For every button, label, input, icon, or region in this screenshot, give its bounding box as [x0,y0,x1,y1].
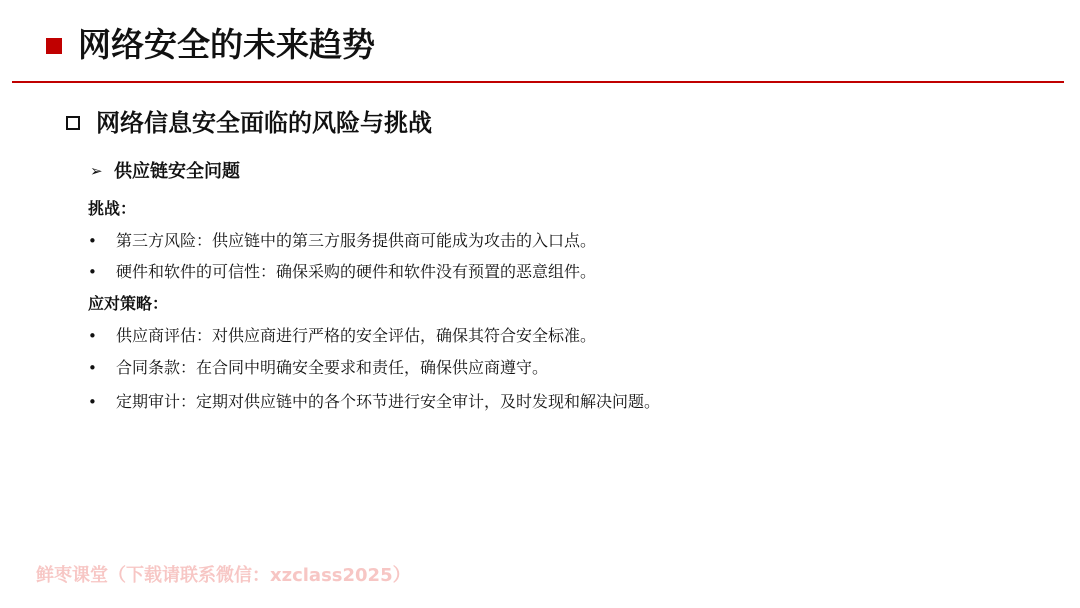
topic-heading: 供应链安全问题 [114,161,240,182]
section-heading: 网络信息安全面临的风险与挑战 [96,109,432,137]
title-divider [12,81,1064,83]
strategy-item-text: 合同条款：在合同中明确安全要求和责任，确保供应商遵守。 [116,358,549,377]
strategy-item-text: 供应商评估：对供应商进行严格的安全评估，确保其符合安全标准。 [116,326,597,345]
bullet-dot-icon: • [88,232,97,250]
strategies-label: 应对策略： [88,294,169,313]
bullet-dot-icon: • [88,263,97,281]
bullet-dot-icon: • [88,359,97,377]
strategy-item-text: 定期审计：定期对供应链中的各个环节进行安全审计，及时发现和解决问题。 [116,392,661,411]
bullet-dot-icon: • [88,393,97,411]
slide-title: 网络安全的未来趋势 [78,25,375,64]
arrow-bullet-icon: ➢ [90,162,103,180]
hollow-square-bullet-icon [66,116,80,130]
bullet-dot-icon: • [88,327,97,345]
challenge-item-text: 第三方风险：供应链中的第三方服务提供商可能成为攻击的入口点。 [116,231,597,250]
title-marker-square [46,38,62,54]
challenge-item-text: 硬件和软件的可信性：确保采购的硬件和软件没有预置的恶意组件。 [116,262,597,281]
watermark-text: 鲜枣课堂（下载请联系微信：xzclass2025） [36,565,411,586]
challenges-label: 挑战： [88,199,137,218]
